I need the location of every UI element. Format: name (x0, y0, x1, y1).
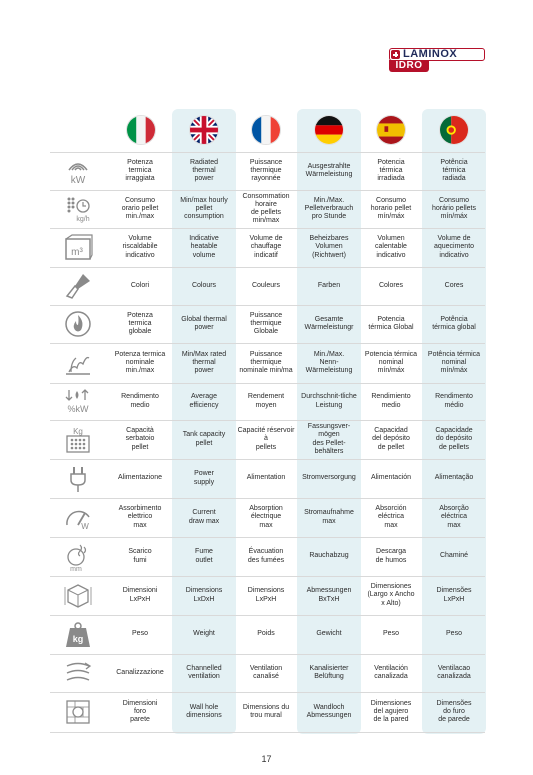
laminox-idro-logo (389, 48, 485, 72)
cell-text: Gesamte Wärmeleistungr (304, 315, 354, 331)
cell-text: Rendimiento medio (371, 393, 411, 409)
svg-text:m³: m³ (71, 246, 83, 258)
cell-text: Puissance thermique nominale min/ma (239, 350, 293, 375)
table-cell-en (172, 459, 236, 498)
table-cell-es (359, 228, 423, 267)
table-cell-de (297, 459, 361, 498)
table-cell-pt (422, 420, 486, 459)
uk-flag-icon (189, 115, 219, 145)
cell-text: Current draw max (188, 509, 220, 525)
table-cell-de (297, 537, 361, 576)
table-cell-pt (422, 228, 486, 267)
table-cell-it (108, 228, 172, 267)
cell-text: Power supply (193, 470, 215, 486)
page-number: 17 (261, 754, 272, 764)
cell-text: Potência térmica nominal mín/máx (427, 350, 481, 375)
table-cell-en (172, 267, 236, 305)
table-cell-es (359, 459, 423, 498)
cell-text: Consommation horaire de pellets min/max (242, 192, 290, 225)
table-cell-pt (422, 190, 486, 228)
table-cell-it (108, 420, 172, 459)
table-cell-pt (422, 267, 486, 305)
table-cell-it (108, 459, 172, 498)
cell-text: Puissance thermique rayonnée (249, 158, 283, 183)
tank-capacity-icon (62, 424, 94, 456)
germany-flag-icon (314, 115, 344, 145)
table-cell-es (359, 654, 423, 692)
table-cell-en (172, 228, 236, 267)
table-cell-de (297, 615, 361, 654)
table-cell-it (108, 615, 172, 654)
table-cell-fr (234, 615, 298, 654)
cell-text: Alimentación (370, 474, 412, 482)
cell-text: Dimensions LxDxH (185, 587, 223, 603)
table-cell-de (297, 267, 361, 305)
cell-text: Potenza termica globale (127, 311, 153, 336)
cell-text: Dimensioni foro parete (122, 699, 158, 724)
cell-text: Assorbimento elettrico max (118, 505, 162, 529)
channelled-ventilation-icon (62, 657, 94, 689)
cell-text: Dimensions du trou mural (242, 703, 290, 719)
table-cell-es (359, 498, 423, 537)
svg-text:kg/h: kg/h (76, 216, 90, 223)
table-cell-en (172, 692, 236, 732)
table-cell-es (359, 267, 423, 305)
cell-text: Rauchabzug (309, 552, 349, 560)
table-cell-en (172, 383, 236, 420)
cell-text: Potencia térmica irradiada (377, 158, 405, 183)
table-cell-de (297, 305, 361, 343)
cell-text: Gewicht (316, 630, 342, 638)
cell-text: Rendimento médio (435, 393, 473, 409)
cell-text: Weight (193, 630, 215, 638)
kw-radiated-icon (62, 155, 94, 187)
nominal-power-icon (62, 347, 94, 379)
svg-text:mm: mm (70, 565, 82, 573)
italy-flag-icon (126, 115, 156, 145)
table-cell-en (172, 305, 236, 343)
cell-text: Wall hole dimensions (186, 703, 222, 719)
cell-text: Évacuation des fumées (247, 548, 285, 564)
table-cell-it (108, 267, 172, 305)
cell-text: Fassungsver- mögen des Pellet- behälters (307, 423, 351, 455)
cell-text: Peso (132, 630, 148, 638)
table-cell-fr (234, 343, 298, 383)
table-cell-es (359, 152, 423, 190)
cell-text: Tank capacity pellet (182, 431, 226, 447)
svg-text:%kW: %kW (67, 403, 89, 414)
cell-text: Consumo horário pellets mín/máx (432, 196, 476, 221)
table-cell-pt (422, 576, 486, 615)
table-cell-es (359, 576, 423, 615)
wall-hole-icon (62, 696, 94, 728)
cell-text: Alimentation (246, 474, 286, 482)
table-cell-fr (234, 498, 298, 537)
cell-text: Dimensões do furo de parede (436, 699, 472, 724)
current-draw-icon (62, 502, 94, 534)
table-cell-de (297, 576, 361, 615)
cell-text: Radiated thermal power (189, 158, 219, 183)
table-cell-fr (234, 692, 298, 732)
cell-text: Consumo horario pellet mín/máx (370, 196, 412, 221)
spain-flag-icon (376, 115, 406, 145)
cell-text: Potenza termica irraggiata (125, 158, 155, 183)
table-cell-pt (422, 305, 486, 343)
table-cell-en (172, 190, 236, 228)
table-cell-fr (234, 383, 298, 420)
table-cell-fr (234, 305, 298, 343)
table-cell-en (172, 420, 236, 459)
cell-text: Capacidade do depósito de pellets (435, 427, 473, 451)
cell-text: Durchschnit-tliche Leistung (301, 393, 357, 409)
svg-text:kg: kg (72, 633, 84, 644)
table-cell-en (172, 654, 236, 692)
cell-text: Dimensões LxPxH (436, 587, 472, 603)
table-cell-de (297, 692, 361, 732)
table-cell-es (359, 343, 423, 383)
cell-text: Descarga de humos (375, 548, 407, 564)
table-cell-de (297, 420, 361, 459)
table-cell-es (359, 305, 423, 343)
table-cell-es (359, 615, 423, 654)
cell-text: Volume de aquecimento indicativo (433, 235, 475, 259)
table-cell-de (297, 228, 361, 267)
logo-cross-icon (391, 50, 400, 59)
table-cell-pt (422, 615, 486, 654)
table-cell-it (108, 343, 172, 383)
cell-text: Kanalisierter Belüftung (309, 664, 349, 680)
table-cell-it (108, 692, 172, 732)
table-cell-it (108, 305, 172, 343)
cell-text: Min./Max. Pelletverbrauch pro Stunde (304, 196, 354, 221)
table-cell-es (359, 692, 423, 732)
cell-text: Abmessungen BxTxH (306, 587, 352, 603)
cell-text: Dimensioni LxPxH (122, 587, 158, 603)
portugal-flag-icon (439, 115, 469, 145)
table-cell-en (172, 152, 236, 190)
table-cell-fr (234, 152, 298, 190)
cell-text: Cores (444, 281, 464, 289)
svg-text:Kg: Kg (73, 426, 83, 436)
cell-text: Dimensiones del agujero de la pared (370, 699, 412, 724)
cell-text: Consumo orario pellet min./max (121, 196, 159, 221)
weight-icon (62, 619, 94, 651)
table-cell-it (108, 576, 172, 615)
cell-text: Dimensions LxPxH (247, 587, 285, 603)
table-cell-de (297, 190, 361, 228)
table-cell-en (172, 537, 236, 576)
table-cell-pt (422, 343, 486, 383)
table-cell-de (297, 152, 361, 190)
cell-text: Capacité réservoir à pellets (237, 427, 295, 451)
table-cell-de (297, 654, 361, 692)
cell-text: Absorción eléctrica max (375, 505, 407, 529)
table-cell-en (172, 498, 236, 537)
table-cell-pt (422, 383, 486, 420)
cell-text: Potencia térmica nominal mín/máx (364, 350, 418, 375)
cell-text: Poids (257, 630, 275, 638)
svg-text:W: W (81, 521, 89, 531)
cell-text: Peso (446, 630, 462, 638)
cell-text: Colours (191, 281, 217, 289)
paint-brush-icon (62, 270, 94, 302)
table-cell-de (297, 383, 361, 420)
table-cell-fr (234, 654, 298, 692)
table-cell-en (172, 615, 236, 654)
cell-text: Wandloch Abmessungen (306, 703, 352, 719)
cell-text: Couleurs (251, 281, 280, 289)
cell-text: Ventilacao canalizada (437, 664, 471, 680)
cell-text: Peso (383, 630, 399, 638)
cell-text: Absorção eléctrica max (439, 505, 469, 529)
logo-brand-name: LAMINOX (403, 48, 458, 60)
cell-text: Stromaufnahme max (304, 509, 354, 525)
cell-text: Beheizbares Volumen (Richtwert) (309, 235, 349, 259)
cell-text: Capacità serbatoio pellet (125, 427, 155, 451)
table-cell-it (108, 654, 172, 692)
flame-global-icon (62, 308, 94, 340)
cell-text: Scarico fumi (128, 548, 152, 564)
heatable-volume-icon (62, 232, 94, 264)
table-cell-de (297, 498, 361, 537)
cell-text: Volumen calentable indicativo (375, 235, 407, 259)
cell-text: Capacidad del depósito de pellet (372, 427, 410, 451)
table-cell-de (297, 343, 361, 383)
cell-text: Min/max hourly pellet consumption (180, 196, 228, 221)
efficiency-icon (62, 386, 94, 418)
cell-text: Fume outlet (195, 548, 213, 564)
cell-text: Potência térmica global (432, 315, 476, 331)
cell-text: Dimensiones (Largo x Ancho x Alto) (367, 583, 415, 607)
cell-text: Farben (317, 281, 341, 289)
cell-text: Potencia térmica Global (368, 315, 414, 331)
cell-text: Stromversorgung (302, 474, 356, 482)
table-bottom-border (50, 732, 485, 733)
power-plug-icon (62, 463, 94, 495)
cell-text: Potenza termica nominale min./max (114, 350, 166, 375)
cell-text: Indicative heatable volume (189, 235, 219, 259)
cell-text: Rendimento medio (121, 393, 159, 409)
cell-text: Ausgestrahlte Wärmeleistung (305, 162, 353, 178)
cell-text: Average efficiency (189, 393, 219, 409)
table-cell-fr (234, 267, 298, 305)
cell-text: Channelled ventilation (186, 664, 222, 680)
table-cell-fr (234, 420, 298, 459)
svg-text:kW: kW (70, 175, 86, 186)
table-cell-pt (422, 459, 486, 498)
cell-text: Absorption électrique max (249, 505, 283, 529)
table-cell-it (108, 498, 172, 537)
cell-text: Colores (378, 281, 404, 289)
table-cell-es (359, 190, 423, 228)
cell-text: Min./Max. Nenn- Wärmeleistung (305, 350, 353, 375)
table-cell-fr (234, 228, 298, 267)
dimensions-cube-icon (62, 580, 94, 612)
table-cell-pt (422, 654, 486, 692)
cell-text: Puissance thermique Globale (249, 311, 283, 336)
cell-text: Rendement moyen (247, 393, 285, 409)
table-cell-en (172, 576, 236, 615)
table-cell-it (108, 190, 172, 228)
table-cell-fr (234, 459, 298, 498)
table-cell-it (108, 383, 172, 420)
table-cell-it (108, 152, 172, 190)
cell-text: Ventilation canalisé (249, 664, 283, 680)
cell-text: Alimentação (434, 474, 474, 482)
cell-text: Volume de chauffage indicatif (249, 235, 283, 259)
table-cell-pt (422, 498, 486, 537)
pellet-consumption-icon (62, 193, 94, 225)
table-cell-pt (422, 692, 486, 732)
table-cell-pt (422, 537, 486, 576)
table-cell-en (172, 343, 236, 383)
cell-text: Canalizzazione (116, 668, 164, 676)
france-flag-icon (251, 115, 281, 145)
cell-text: Potência térmica radiada (440, 158, 468, 183)
cell-text: Global thermal power (181, 315, 227, 331)
fume-outlet-icon (62, 541, 94, 573)
table-cell-fr (234, 576, 298, 615)
cell-text: Min/Max rated thermal power (181, 350, 227, 375)
cell-text: Chaminé (439, 552, 468, 560)
table-cell-fr (234, 537, 298, 576)
table-cell-it (108, 537, 172, 576)
table-cell-es (359, 537, 423, 576)
table-cell-es (359, 420, 423, 459)
cell-text: Volume riscaldabile indicativo (122, 235, 158, 259)
cell-text: Ventilación canalizada (374, 664, 408, 680)
table-cell-fr (234, 190, 298, 228)
cell-text: Colori (130, 281, 150, 289)
table-cell-pt (422, 152, 486, 190)
table-cell-es (359, 383, 423, 420)
cell-text: Alimentazione (118, 474, 162, 482)
logo-brand-sub: IDRO (389, 60, 429, 72)
